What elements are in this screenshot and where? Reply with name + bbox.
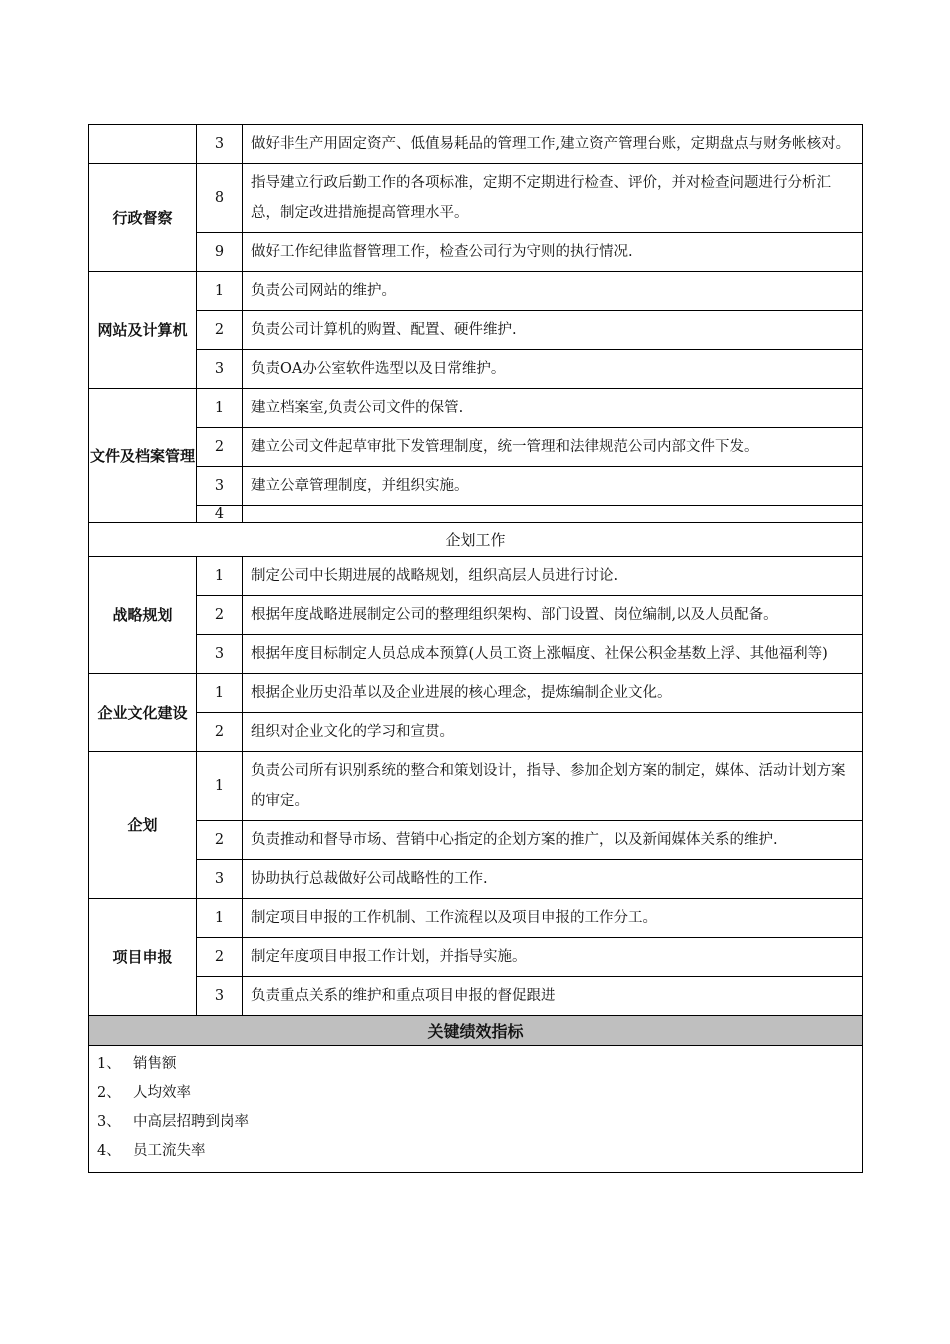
item-text	[243, 506, 863, 523]
item-text: 指导建立行政后勤工作的各项标准，定期不定期进行检查、评价，并对检查问题进行分析汇总，制定改进措施提高管理水平。	[243, 164, 863, 233]
kpi-body-row	[89, 1046, 863, 1173]
item-number: 3	[197, 635, 243, 674]
kpi-item-number: 3、	[97, 1114, 121, 1130]
duty-row	[89, 272, 863, 311]
kpi-item-number: 1、	[97, 1056, 121, 1072]
duty-row	[89, 752, 863, 821]
item-number: 8	[197, 164, 243, 233]
item-text: 负责公司网站的维护。	[243, 272, 863, 311]
item-number: 1	[197, 674, 243, 713]
duty-row	[89, 674, 863, 713]
duty-row	[89, 233, 863, 272]
category-cell: 项目申报	[89, 899, 197, 1016]
category-cell: 文件及档案管理	[89, 389, 197, 523]
item-number: 1	[197, 557, 243, 596]
item-number: 3	[197, 977, 243, 1016]
item-number: 2	[197, 938, 243, 977]
item-number: 2	[197, 428, 243, 467]
item-number: 3	[197, 125, 243, 164]
item-number: 3	[197, 467, 243, 506]
kpi-section	[89, 1016, 863, 1173]
item-text: 制定项目申报的工作机制、工作流程以及项目申报的工作分工。	[243, 899, 863, 938]
kpi-item-text: 中高层招聘到岗率	[133, 1114, 249, 1130]
item-text: 建立公司文件起草审批下发管理制度，统一管理和法律规范公司内部文件下发。	[243, 428, 863, 467]
planning-section	[89, 557, 863, 1016]
section-title: 企划工作	[89, 523, 863, 557]
item-text: 负责OA办公室软件选型以及日常维护。	[243, 350, 863, 389]
item-text: 负责重点关系的维护和重点项目申报的督促跟进	[243, 977, 863, 1016]
category-cell: 战略规划	[89, 557, 197, 674]
category-cell	[89, 125, 197, 164]
category-cell: 企业文化建设	[89, 674, 197, 752]
duty-row	[89, 977, 863, 1016]
item-text: 根据企业历史沿革以及企业进展的核心理念，提炼编制企业文化。	[243, 674, 863, 713]
duty-row	[89, 635, 863, 674]
kpi-item-text: 员工流失率	[133, 1143, 206, 1159]
kpi-item-text: 人均效率	[133, 1085, 191, 1101]
item-number: 3	[197, 350, 243, 389]
item-number: 2	[197, 596, 243, 635]
responsibility-table	[88, 124, 863, 1173]
duty-row	[89, 506, 863, 523]
kpi-item-number: 4、	[97, 1143, 121, 1159]
duty-row	[89, 389, 863, 428]
kpi-item-text: 销售额	[133, 1056, 177, 1072]
item-text: 建立公章管理制度，并组织实施。	[243, 467, 863, 506]
duty-row	[89, 596, 863, 635]
kpi-item	[97, 1108, 854, 1137]
item-text: 做好工作纪律监督管理工作，检查公司行为守则的执行情况.	[243, 233, 863, 272]
duty-row	[89, 125, 863, 164]
duty-row	[89, 860, 863, 899]
item-text: 制定年度项目申报工作计划，并指导实施。	[243, 938, 863, 977]
kpi-list	[89, 1046, 863, 1173]
kpi-title: 关键绩效指标	[89, 1016, 863, 1046]
category-cell: 企划	[89, 752, 197, 899]
item-text: 制定公司中长期进展的战略规划，组织高层人员进行讨论.	[243, 557, 863, 596]
kpi-item-number: 2、	[97, 1085, 121, 1101]
duty-row	[89, 821, 863, 860]
duty-row	[89, 713, 863, 752]
category-cell: 网站及计算机	[89, 272, 197, 389]
item-text: 建立档案室,负责公司文件的保管.	[243, 389, 863, 428]
item-text: 根据年度战略进展制定公司的整理组织架构、部门设置、岗位编制,以及人员配备。	[243, 596, 863, 635]
section-title-row	[89, 523, 863, 557]
item-number: 2	[197, 311, 243, 350]
kpi-item	[97, 1079, 854, 1108]
duty-row	[89, 311, 863, 350]
item-text: 负责推动和督导市场、营销中心指定的企划方案的推广，以及新闻媒体关系的维护.	[243, 821, 863, 860]
duty-row	[89, 557, 863, 596]
duty-row	[89, 899, 863, 938]
duty-row	[89, 467, 863, 506]
duty-row	[89, 350, 863, 389]
item-text: 负责公司计算机的购置、配置、硬件维护.	[243, 311, 863, 350]
item-text: 负责公司所有识别系统的整合和策划设计，指导、参加企划方案的制定，媒体、活动计划方案的审定。	[243, 752, 863, 821]
admin-section	[89, 125, 863, 523]
duty-row	[89, 164, 863, 233]
item-number: 1	[197, 272, 243, 311]
duty-row	[89, 428, 863, 467]
item-text: 做好非生产用固定资产、低值易耗品的管理工作,建立资产管理台账，定期盘点与财务帐核对。	[243, 125, 863, 164]
item-number: 2	[197, 821, 243, 860]
item-number: 1	[197, 752, 243, 821]
item-number: 4	[197, 506, 243, 523]
category-cell: 行政督察	[89, 164, 197, 272]
kpi-header-row	[89, 1016, 863, 1046]
item-number: 3	[197, 860, 243, 899]
item-number: 2	[197, 713, 243, 752]
item-text: 根据年度目标制定人员总成本预算(人员工资上涨幅度、社保公积金基数上浮、其他福利等)	[243, 635, 863, 674]
duty-row	[89, 938, 863, 977]
item-text: 组织对企业文化的学习和宣贯。	[243, 713, 863, 752]
kpi-item	[97, 1137, 854, 1166]
kpi-item	[97, 1050, 854, 1079]
planning-section-header	[89, 523, 863, 557]
item-number: 9	[197, 233, 243, 272]
item-number: 1	[197, 389, 243, 428]
item-text: 协助执行总裁做好公司战略性的工作.	[243, 860, 863, 899]
item-number: 1	[197, 899, 243, 938]
